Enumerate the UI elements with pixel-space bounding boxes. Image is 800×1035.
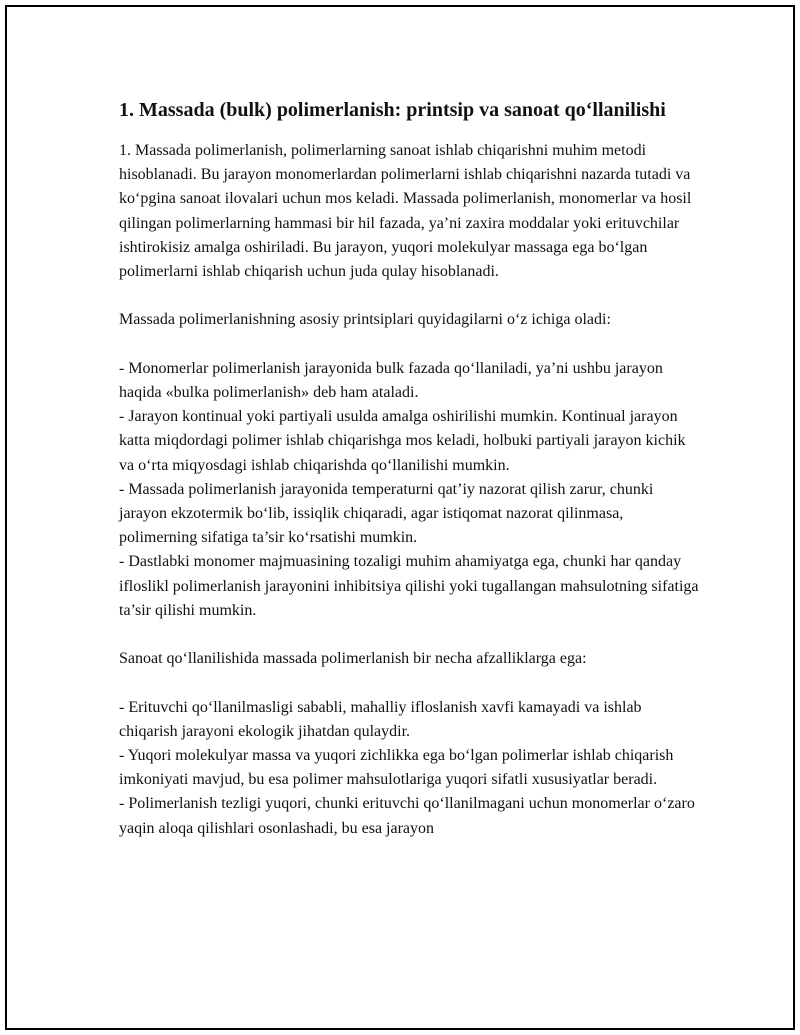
document-title: 1. Massada (bulk) polimerlanish: printsip va sanoat qo‘llanilishi bbox=[119, 99, 666, 121]
intro-paragraph: 1. Massada polimerlanish, polimerlarning sanoat ishlab chiqarishni muhim metodi hisoblanadi. Bu jarayon monomerlardan polimerlarni ishlab chiqarishni nazarda tutadi va ko‘pgina sanoat ilovalari uchun mos keladi. Massada polimerlanish, monomerlar va hosil qilingan polimerlarning hammasi bir hil fazada, ya’ni zaxira moddalar yoki erituvchilar ishtirokisiz amalga oshiriladi. Bu jarayon, yuqori molekulyar massaga ega bo‘lgan polimerlarni ishlab chiqarish uchun juda qulay hisoblanadi. bbox=[119, 142, 692, 281]
paragraph-gap bbox=[119, 623, 704, 647]
advantage-item: - Yuqori molekulyar massa va yuqori zichlikka ega bo‘lgan polimerlar ishlab chiqarish imkoniyati mavjud, bu esa polimer mahsulotlariga yuqori sifatli xususiyatlar beradi. bbox=[119, 747, 674, 789]
paragraph-gap bbox=[119, 671, 704, 695]
principle-item: - Monomerlar polimerlanish jarayonida bulk fazada qo‘llaniladi, ya’ni ushbu jarayon haqida «bulka polimerlanish» deb ham ataladi. bbox=[119, 359, 663, 401]
principle-item: - Jarayon kontinual yoki partiyali usulda amalga oshirilishi mumkin. Kontinual jarayon katta miqdordagi polimer ishlab chiqarishga mos keladi, holbuki partiyali jarayon kichik va o‘rta miqyosdagi ishlab chiqarishda qo‘llanilishi mumkin. bbox=[119, 408, 686, 474]
paragraph-gap bbox=[119, 333, 704, 357]
paragraph-gap bbox=[119, 284, 704, 308]
advantages-heading: Sanoat qo‘llanilishida massada polimerlanish bir necha afzalliklarga ega: bbox=[119, 650, 587, 668]
principle-item: - Dastlabki monomer majmuasining tozaligi muhim ahamiyatga ega, chunki har qanday ifloslikl polimerlanish jarayonini inhibitsiya qilishi yoki tugallangan mahsulotning sifatiga ta’sir qilishi mumkin. bbox=[119, 553, 699, 619]
advantage-item: - Erituvchi qo‘llanilmasligi sababli, mahalliy ifloslanish xavfi kamayadi va ishlab chiqarish jarayoni ekologik jihatdan qulaydir. bbox=[119, 698, 642, 740]
page-frame bbox=[5, 5, 795, 1030]
principle-item: - Massada polimerlanish jarayonida temperaturni qat’iy nazorat qilish zarur, chunki jarayon ekzotermik bo‘lib, issiqlik chiqaradi, agar istiqomat nazorat qilinmasa, polimerning sifatiga ta’sir ko‘rsatishi mumkin. bbox=[119, 480, 654, 547]
advantage-item: - Polimerlanish tezligi yuqori, chunki erituvchi qo‘llanilmagani uchun monomerlar o‘zaro yaqin aloqa qilishlari osonlashadi, bu esa jarayon bbox=[119, 795, 695, 837]
principles-heading: Massada polimerlanishning asosiy printsiplari quyidagilarni o‘z ichiga oladi: bbox=[119, 311, 611, 329]
document-body bbox=[119, 97, 704, 841]
